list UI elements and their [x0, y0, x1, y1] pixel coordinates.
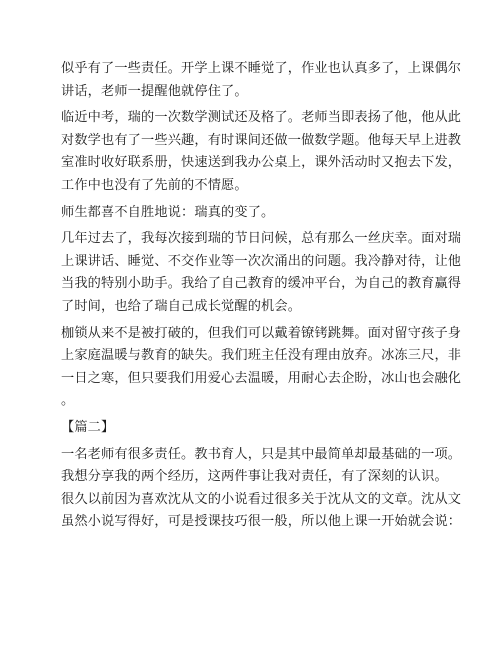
text-line: 我想分享我的两个经历，这两件事让我对责任，有了深刻的认识。 [61, 469, 448, 485]
text-line: 几年过去了，我每次接到瑞的节日问候，总有那么一丝庆幸。面对瑞 [61, 231, 462, 247]
document-body [61, 58, 462, 534]
text-line: 对数学也有了一些兴趣，有时课间还做一做数学题。他每天早上进教 [61, 132, 462, 148]
text-line: 工作中也没有了先前的不情愿。 [61, 177, 248, 193]
text-line: 上家庭温暖与教育的缺失。我们班主任没有理由放弃。冰冻三尺，非 [61, 348, 462, 364]
text-line: 室准时收好联系册，快速送到我办公桌上，课外活动时又抱去下发， [61, 155, 462, 171]
text-line: 。 [61, 393, 75, 409]
text-line: 临近中考，瑞的一次数学测试还及格了。老师当即表扬了他，他从此 [61, 110, 462, 126]
text-line: 了时间，也给了瑞自己成长觉醒的机会。 [61, 298, 302, 314]
text-line: 很久以前因为喜欢沈从文的小说看过很多关于沈从文的文章。沈从文 [61, 491, 462, 507]
section-heading: 【篇二】 [61, 419, 115, 435]
text-line: 一名老师有很多责任。教书育人，只是其中最简单却最基础的一项。 [61, 446, 462, 462]
text-line: 当我的特别小助手。我给了自己教育的缓冲平台，为自己的教育赢得 [61, 276, 462, 292]
text-line: 师生都喜不自胜地说：瑞真的变了。 [61, 204, 275, 220]
text-line: 一日之寒，但只要我们用爱心去温暖，用耐心去企盼，冰山也会融化 [61, 370, 462, 386]
text-line: 上课讲话、睡觉、不交作业等一次次涌出的问题。我冷静对待，让他 [61, 253, 462, 269]
text-line: 讲话，老师一提醒他就停住了。 [61, 83, 248, 99]
text-line: 似乎有了一些责任。开学上课不睡觉了，作业也认真多了，上课偶尔 [61, 61, 462, 76]
text-line: 枷锁从来不是被打破的，但我们可以戴着镣铐跳舞。面对留守孩子身 [61, 325, 462, 341]
text-line: 虽然小说写得好，可是授课技巧很一般，所以他上课一开始就会说： [61, 514, 462, 530]
